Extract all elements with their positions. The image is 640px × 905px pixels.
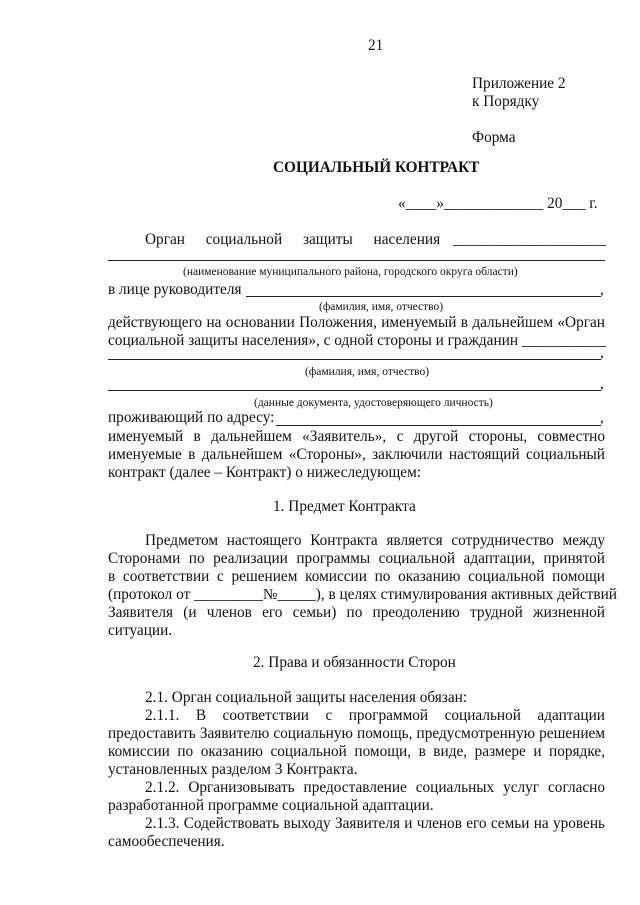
text-line: в соответствии с решением комиссии по оказанию социальной помощи [108, 568, 605, 585]
document-title: СОЦИАЛЬНЫЙ КОНТРАКТ [273, 159, 480, 176]
text-line: контракт (далее – Контракт) о нижеследующем: [108, 464, 422, 481]
section-heading: 2. Права и обязанности Сторон [253, 654, 456, 671]
text-line: разработанной программе социальной адаптации. [108, 797, 434, 814]
form-label: Форма [472, 129, 516, 146]
text-line: ситуации. [108, 622, 173, 639]
text-line: установленных разделом 3 Контракта. [108, 761, 358, 778]
text-line: Сторонами по реализации программы социальной адаптации, принятой [108, 550, 605, 567]
text-line: комиссии по оказанию социальной помощи, в виде, размере и порядке, [108, 743, 605, 760]
caption-fio: (фамилия, имя, отчество) [319, 301, 444, 313]
section-heading: 1. Предмет Контракта [273, 498, 416, 515]
page-number: 21 [368, 37, 384, 54]
appendix-line: Приложение 2 [472, 75, 566, 92]
text-line: именуемый в дальнейшем «Заявитель», с другой стороны, совместно [108, 428, 605, 445]
text-line: 2.1.2. Организовывать предоставление социальных услуг согласно [145, 779, 605, 796]
text-line: самообеспечения. [108, 833, 225, 850]
organ-label: Орган социальной защиты населения [145, 231, 441, 248]
text-line: Заявителя (и членов его семьи) по преодолению трудной жизненной [108, 604, 605, 621]
organ-blank: ____________________ [453, 231, 606, 248]
text-line: 2.1.1. В соответствии с программой социальной адаптации [145, 707, 605, 724]
text-line: (протокол от _________№_____), в целях стимулирования активных действий [108, 586, 617, 603]
text-line: социальной защиты населения», с одной стороны и гражданин ___________ [108, 332, 606, 349]
date-line: «____»_____________ 20___ г. [398, 195, 598, 212]
appendix-order-line: к Порядку [472, 93, 540, 110]
text-line: именуемые в дальнейшем «Стороны», заключили настоящий социальный [108, 446, 605, 463]
in-person-label: в лице руководителя [108, 281, 242, 298]
text-line: Предметом настоящего Контракта является сотрудничество между [145, 532, 605, 549]
blank-line [108, 390, 601, 391]
text-line: 2.1. Орган социальной защиты населения обязан: [145, 689, 468, 706]
address-label: проживающий по адресу: [108, 409, 275, 426]
text-line: предоставить Заявителю социальную помощь, предусмотренную решением [108, 725, 605, 742]
blank-line [108, 260, 605, 261]
blank-line [108, 359, 601, 360]
document-page: 21 Приложение 2 к Порядку Форма СОЦИАЛЬНЫЙ КОНТРАКТ «____»_____________ 20___ г. Орган социальной защиты населения ____________________ (наименование муниципального района, городского округа области) в лице руководителя , (фамилия, имя, отчество) действующего на основании Положения, именуемый в дальнейшем «Орган социальной защиты населения», с одной стороны и гражданин ___________ , (фамилия, имя, отчество) , (данные документа, удостоверяющего личность) проживающий по адресу: , именуемый в дальнейшем «Заявитель», с другой стороны, совместно именуемые в дальнейшем «Стороны», заключили настоящий социальный контракт (далее – Контракт) о нижеследующем: 1. Предмет Контракта Предметом настоящего Контракта является сотрудничество между Сторонами по реализации программы социальной адаптации, принятой в соответствии с решением комиссии по оказанию социальной помощи (протокол от _________№_____), в целях стимулирования активных действий Заявителя (и членов его семьи) по преодолению трудной жизненной ситуации. 2. Права и обязанности Сторон 2.1. Орган социальной защиты населения обязан: 2.1.1. В соответствии с программой социальной адаптации предоставить Заявителю социальную помощь, предусмотренную решением комиссии по оказанию социальной помощи, в виде, размере и порядке, установленных разделом 3 Контракта. 2.1.2. Организовывать предоставление социальных услуг согласно разработанной программе социальной адаптации. 2.1.3. Содействовать выходу Заявителя и членов его семьи на уровень самообеспечения. [108, 37, 617, 850]
caption-municipality: (наименование муниципального района, городского округа области) [183, 266, 518, 278]
text-line: действующего на основании Положения, именуемый в дальнейшем «Орган [108, 314, 605, 331]
text-line: 2.1.3. Содействовать выходу Заявителя и членов его семьи на уровень [145, 815, 605, 832]
caption-document: (данные документа, удостоверяющего личность) [254, 397, 493, 409]
blank-line [276, 425, 601, 426]
caption-fio: (фамилия, имя, отчество) [305, 366, 430, 378]
